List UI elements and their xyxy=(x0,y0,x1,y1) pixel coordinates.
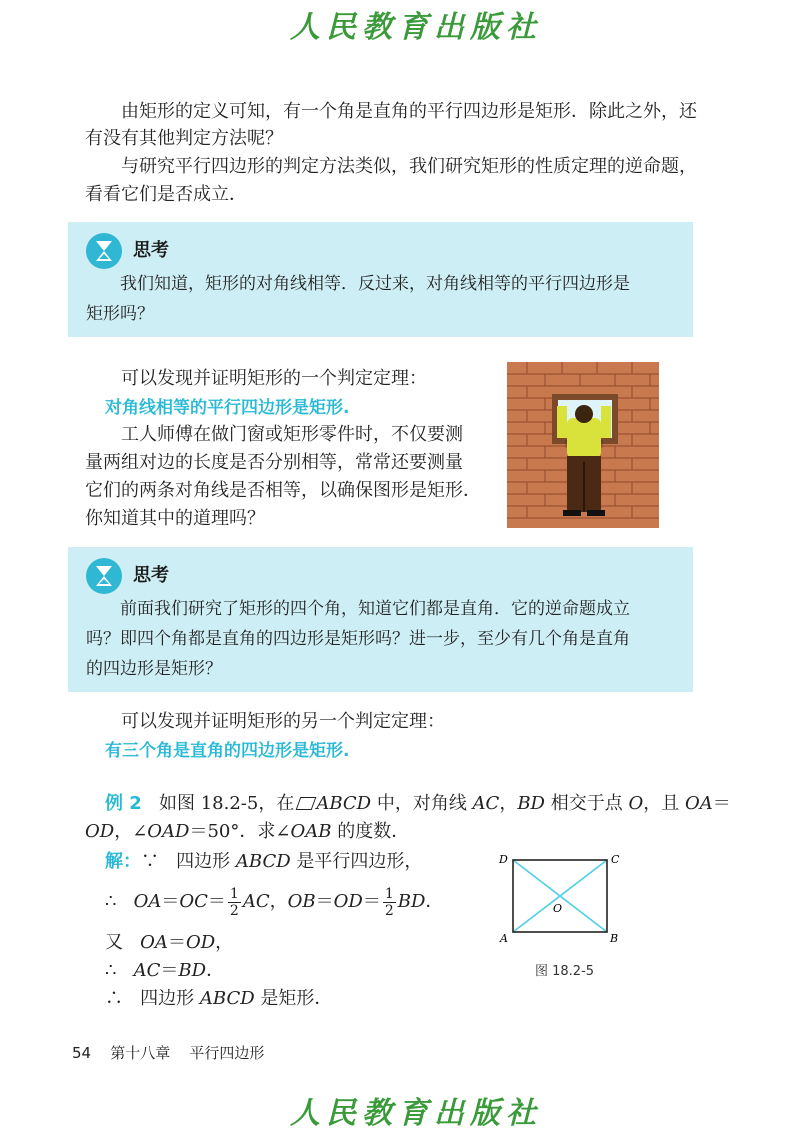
page-footer xyxy=(72,1042,264,1063)
think-line-1: 我们知道，矩形的对角线相等．反过来，对角线相等的平行四边形是 xyxy=(120,274,630,294)
center-label-o: O xyxy=(553,902,563,915)
page-number: 54 xyxy=(72,1044,92,1062)
chapter-title: 平行四边形 xyxy=(189,1044,265,1062)
intro-line-2: 有没有其他判定方法呢？ xyxy=(85,128,283,149)
worker-paragraph-line-1: 工人师傅在做门窗或矩形零件时，不仅要测 xyxy=(121,424,463,445)
solution-label: 解： xyxy=(105,851,141,872)
parallelogram-symbol xyxy=(296,797,317,810)
publisher-watermark-bottom: 人民教育出版社 xyxy=(290,1096,542,1131)
worker-window-illustration xyxy=(507,362,659,528)
think-line-2: 吗？即四个角都是直角的四边形是矩形吗？进一步，至少有几个角是直角 xyxy=(86,629,630,649)
figure-caption: 图 18.2-5 xyxy=(535,964,595,979)
intro-line-4: 看看它们是否成立． xyxy=(85,184,247,205)
solution-step-3: 又 OA＝OD， xyxy=(105,932,234,953)
worker-paragraph-line-2: 量两组对边的长度是否分别相等，常常还要测量 xyxy=(85,452,463,473)
solution-step-1: 解：∵ 四边形 ABCD 是平行四边形， xyxy=(105,851,423,872)
example-label: 例 2 xyxy=(105,793,142,814)
intro-line-1: 由矩形的定义可知，有一个角是直角的平行四边形是矩形．除此之外，还 xyxy=(121,101,697,122)
hourglass-icon xyxy=(86,233,122,269)
fraction-half: $\frac{1}{2}$ xyxy=(229,885,239,919)
think-box-1 xyxy=(68,222,693,337)
vertex-label-d: D xyxy=(499,853,508,866)
solution-step-2: ∴ OA＝OC＝ $\frac{1}{2}$ AC，OB＝OD＝ $\frac{1}{2}$ BD． xyxy=(105,885,444,919)
think-line-3: 的四边形是矩形？ xyxy=(86,659,222,679)
publisher-watermark-top: 人民教育出版社 xyxy=(290,10,542,45)
theorem-1: 对角线相等的平行四边形是矩形. xyxy=(105,398,350,418)
intro-line-3: 与研究平行四边形的判定方法类似，我们研究矩形的性质定理的逆命题， xyxy=(121,156,697,177)
rectangle-figure xyxy=(495,848,630,948)
worker-paragraph-line-4: 你知道其中的道理吗？ xyxy=(85,508,265,529)
think-line-1: 前面我们研究了矩形的四个角，知道它们都是直角．它的逆命题成立 xyxy=(120,599,630,619)
hourglass-icon xyxy=(86,558,122,594)
worker-paragraph-line-3: 它们的两条对角线是否相等，以确保图形是矩形． xyxy=(85,480,481,501)
think-title: 思考 xyxy=(133,565,169,586)
example-statement-line-1: 例 2 如图 18.2-5，在 ABCD 中，对角线 AC，BD 相交于点 O，且 OA＝ xyxy=(105,793,731,814)
theorem-2: 有三个角是直角的四边形是矩形. xyxy=(105,741,350,761)
chapter-number: 第十八章 xyxy=(110,1044,171,1062)
fraction-half: $\frac{1}{2}$ xyxy=(384,885,394,919)
theorem-lead-2: 可以发现并证明矩形的另一个判定定理： xyxy=(121,711,445,732)
think-line-2: 矩形吗？ xyxy=(86,304,154,324)
solution-step-5: ∴ 四边形 ABCD 是矩形． xyxy=(105,988,333,1009)
think-title: 思考 xyxy=(133,240,169,261)
theorem-lead-1: 可以发现并证明矩形的一个判定定理： xyxy=(121,368,427,389)
vertex-label-a: A xyxy=(500,932,508,945)
vertex-label-c: C xyxy=(611,853,620,866)
solution-step-4: ∴ AC＝BD． xyxy=(105,960,225,981)
vertex-label-b: B xyxy=(610,932,619,945)
think-box-2 xyxy=(68,547,693,692)
example-statement-line-2: OD，∠OAD＝50°．求∠OAB 的度数． xyxy=(85,821,410,842)
